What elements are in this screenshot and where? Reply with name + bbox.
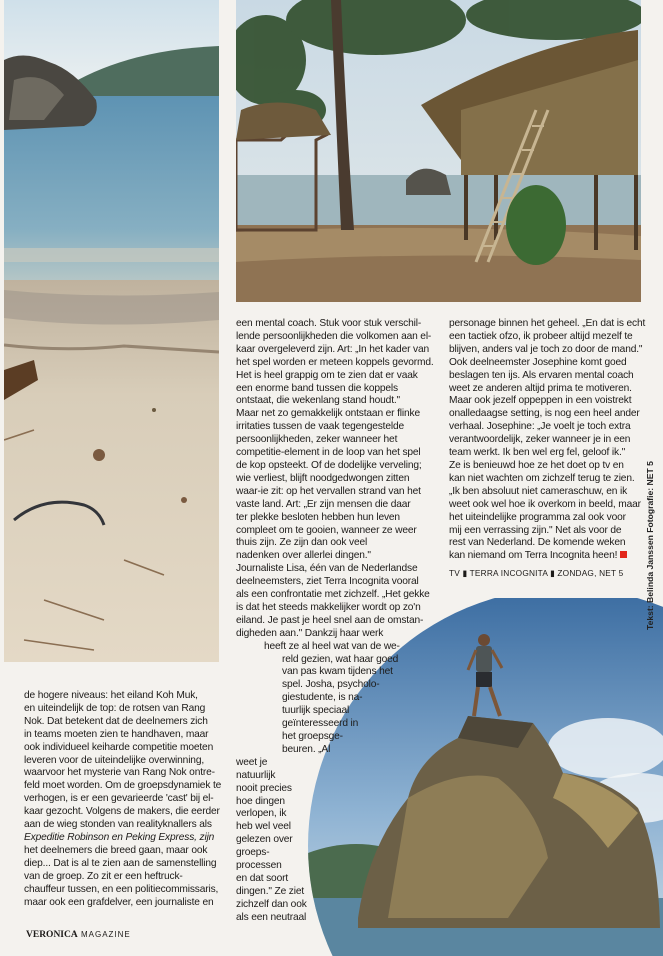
text-line: het uiteindelijke programma zal ook voor — [449, 511, 626, 523]
middle-column-paragraph — [236, 318, 436, 925]
text-line: competitie-element in de loop van het spel — [236, 447, 421, 459]
beach-photo — [4, 0, 219, 662]
text-line: is dat het steeds makkelijker wordt op zo'n — [236, 601, 421, 613]
text-line: deelneemsters, ziet Terra Incognita vooral — [236, 576, 419, 588]
text-line: als een confrontatie met zichzelf. „Het gekke — [236, 589, 430, 601]
text-line: hoe dingen — [236, 795, 285, 807]
text-line: kaar overgeleverd zijn. Art: „In het kader van — [236, 343, 429, 355]
footer-section: MAGAZINE — [80, 930, 131, 939]
text-line: Maar net zo gemakkelijk ontstaan er flinke — [236, 408, 420, 420]
text-line: ook individueel keiharde competitie moeten — [24, 741, 214, 753]
text-line: groeps- — [236, 847, 270, 859]
text-line: rest van Nederland. De komende weken — [449, 537, 626, 549]
text-line: irritaties tussen de vaak tegengestelde — [236, 421, 405, 433]
text-line: eiland. Je past je heel snel aan de omstan- — [236, 614, 424, 626]
veronica-logo: VERONICA — [26, 930, 78, 940]
text-line: en dat soort — [236, 872, 289, 884]
article-column-right — [449, 318, 645, 563]
text-line: dingen." Ze ziet — [236, 885, 305, 897]
text-line: persoonlijkheden, zeker wanneer het — [236, 434, 398, 446]
text-line: en uiteindelijk de top: de rotsen van Rang — [24, 702, 206, 714]
text-line: Journaliste Lisa, één van de Nederlandse — [236, 563, 418, 575]
text-line: heb wel veel — [236, 821, 291, 833]
text-line: blijven, anders val je toch zo door de mand." — [449, 343, 643, 355]
text-line: weet ze anderen altijd prima te motiveren. — [449, 382, 632, 394]
text-line: digheden aan." Dankzij haar werk — [236, 627, 384, 639]
text-line: van pas kwam tijdens het — [282, 666, 393, 678]
text-line: weet ook wel hoe ik overkom in beeld, maar — [449, 498, 641, 510]
text-line: processen — [236, 860, 282, 872]
text-line: Ze is benieuwd hoe ze het doet op tv en — [449, 459, 624, 471]
text-line: aan de wieg stonden van realityknallers als — [24, 819, 212, 831]
text-line: giestudente, is na- — [282, 692, 363, 704]
text-line: Het is heel grappig om te zien dat er vaak — [236, 369, 418, 381]
text-line: geïnteresseerd in — [282, 718, 359, 730]
hut-photo — [236, 0, 641, 302]
left-column-paragraph — [24, 690, 220, 909]
text-line: Ook deelneemster Josephine komt goed — [449, 356, 627, 368]
text-line: kaar gezocht. Volgens de makers, die eerder — [24, 806, 220, 818]
text-line: waar-ie zit: op het vervallen strand van het — [236, 485, 421, 497]
text-line: natuurlijk — [236, 769, 276, 781]
text-line: kan niet wachten om zichzelf terug te zien. — [449, 472, 635, 484]
text-line: verhaal. Josephine: „Je voelt je toch extra — [449, 421, 631, 433]
credits-text: Tekst: Belinda Janssen Fotografie: NET 5 — [645, 461, 655, 630]
text-line: verhogen, is er een gevarieerde 'cast' bij el- — [24, 793, 214, 805]
text-line: ter plekke besloten hebben hun leven — [236, 511, 400, 523]
text-line-content: kan niemand om Terra Incognita heen! — [449, 550, 618, 562]
text-line: tuurlijk speciaal — [282, 705, 350, 717]
text-line: team werkt. Ik ben wel erg fel, geloof ik." — [449, 447, 626, 459]
end-mark-icon — [620, 551, 627, 558]
text-line: spel. Josha, psycholo- — [282, 679, 380, 691]
text-line: nadenken over allerlei dingen." — [236, 550, 371, 562]
text-line: wie verliest, blijft noodgedwongen zitten — [236, 472, 410, 484]
text-line: ontstaat, die wekenlang stand houdt." — [236, 395, 401, 407]
text-line: leveren voor de uiteindelijke overwinning, — [24, 754, 205, 766]
text-line: het groepsge- — [282, 731, 343, 742]
text-line: de kop opsteekt. Of de dodelijke verveling; — [236, 459, 422, 471]
text-line: lende persoonlijkheden die volkomen aan el- — [236, 330, 432, 342]
photo-credits — [645, 430, 659, 630]
text-line: weet je — [236, 756, 268, 768]
tv-broadcast-info: TV ▮ TERRA INCOGNITA ▮ ZONDAG, NET 5 — [449, 568, 624, 578]
page-footer — [26, 930, 131, 940]
article-column-left — [24, 690, 220, 909]
text-line: Expeditie Robinson en Peking Express, zijn — [24, 831, 215, 843]
text-line: compleet om te gooien, wanneer ze weer — [236, 524, 417, 536]
text-line: nooit precies — [236, 782, 292, 794]
text-line: de hogere niveaus: het eiland Koh Muk, — [24, 690, 198, 701]
text-line: een mental coach. Stuk voor stuk verschil- — [236, 318, 422, 329]
text-line: heeft ze al heel wat van de we- — [264, 640, 400, 652]
text-line: thuis zijn. Ze zijn dan ook veel — [236, 537, 368, 549]
text-line: zichzelf dan ook — [236, 898, 307, 910]
text-line: „Ik ben absoluut niet cameraschuw, en ik — [449, 485, 628, 497]
text-line: als een neutraal — [236, 911, 307, 923]
text-line: Nok. Dat betekent dat de deelnemers zich — [24, 715, 208, 727]
text-line: gelezen over — [236, 834, 293, 846]
text-line: onalledaagse setting, is nog een heel ander — [449, 408, 640, 420]
text-line: het spel worden er meteen koppels gevormd. — [236, 356, 434, 368]
text-line: een tactiek ofzo, ik probeer altijd mezelf te — [449, 330, 633, 342]
text-line: waarvoor het mysterie van Rang Nok ontre- — [24, 767, 215, 779]
text-line: reld gezien, wat haar goed — [282, 653, 399, 665]
text-line: beslagen ten ijs. Als ervaren mental coach — [449, 369, 634, 381]
text-line: verantwoordelijk, zeker wanneer je in een — [449, 434, 631, 446]
text-line: het deelnemers die breed gaan, maar ook — [24, 844, 208, 856]
text-line: verlopen, ik — [236, 808, 287, 820]
text-line: van de groep. Zo zit er een heftruck- — [24, 870, 183, 882]
text-line: personage binnen het geheel. „En dat is echt — [449, 318, 646, 329]
text-line: vaste land. Art: „Er zijn mensen die daar — [236, 498, 411, 510]
article-column-middle — [236, 318, 436, 925]
text-line: een enorme band tussen die koppels — [236, 382, 398, 394]
text-line: in teams moeten zien te handhaven, maar — [24, 728, 209, 740]
text-line: beuren. „Al — [282, 743, 331, 755]
right-column-paragraph — [449, 318, 645, 563]
text-line: Maar ook jezelf oppeppen in een voistrekt — [449, 395, 632, 407]
text-line: feld moet worden. Om de groepsdynamiek te — [24, 780, 222, 792]
text-line: maar ook een grafdelver, een journaliste en — [24, 896, 214, 908]
text-line: diep... Dat is al te zien aan de samenstelling — [24, 857, 217, 869]
text-line: chauffeur tussen, en een politiecommissaris, — [24, 883, 219, 895]
text-line: mij een verrassing zijn." Net als voor de — [449, 524, 622, 536]
text-line — [449, 550, 645, 563]
